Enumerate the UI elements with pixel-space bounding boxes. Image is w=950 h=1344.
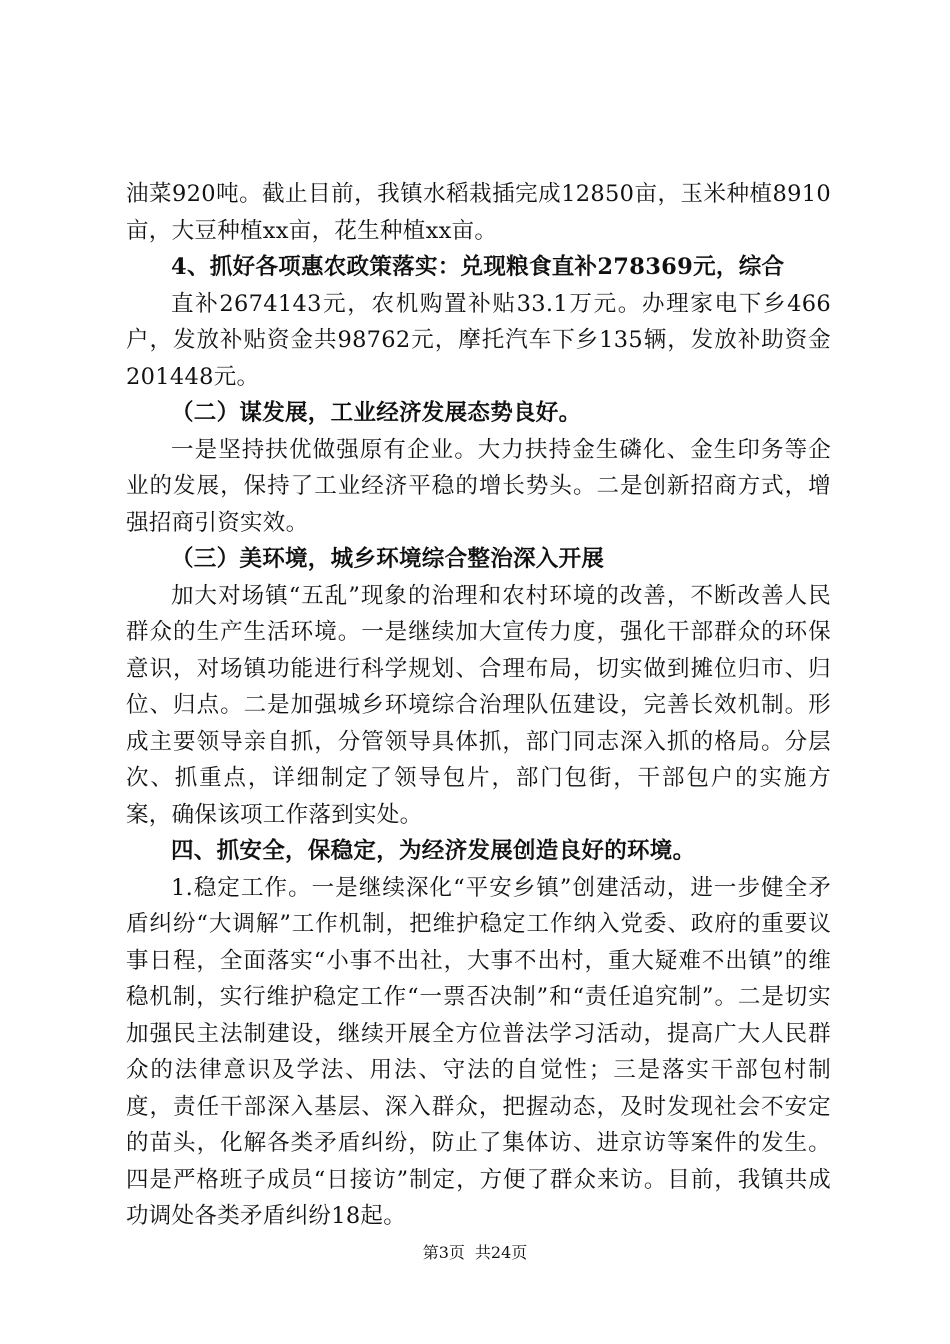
paragraph-industry: 一是坚持扶优做强原有企业。大力扶持金生磷化、金生印务等企业的发展，保持了工业经济平稳的增长势头。二是创新招商方式，增强招商引资实效。 [126, 436, 831, 536]
paragraph-environment: 加大对场镇“五乱”现象的治理和农村环境的改善，不断改善人民群众的生产生活环境。一是继续加大宣传力度，强化干部群众的环保意识，对场镇功能进行科学规划、合理布局，切实做到摊位归市、归位、归点。二是加强城乡环境综合治理队伍建设，完善长效机制。形成主要领导亲自抓，分管领导具体抓，部门同志深入抓的格局。分层次、抓重点，详细制定了领导包片，部门包街，干部包户的实施方案，确保该项工作落到实处。 [126, 582, 831, 828]
page-footer [0, 1243, 950, 1263]
document-body [126, 176, 831, 1235]
paragraph-stability: 1.稳定工作。一是继续深化“平安乡镇”创建活动，进一步健全矛盾纠纷“大调解”工作机制，把维护稳定工作纳入党委、政府的重要议事日程，全面落实“小事不出社，大事不出村，重大疑难不出镇”的维稳机制，实行维护稳定工作“一票否决制”和“责任追究制”。二是切实加强民主法制建设，继续开展全方位普法学习活动，提高广大人民群众的法律意识及学法、用法、守法的自觉性；三是落实干部包村制度，责任干部深入基层、深入群众，把握动态，及时发现社会不安定的苗头，化解各类矛盾纠纷，防止了集体访、进京访等案件的发生。四是严格班子成员“日接访”制定，方便了群众来访。目前，我镇共成功调处各类矛盾纠纷18起。 [126, 874, 831, 1229]
section-heading-safety: 四、抓安全，保稳定，为经济发展创造良好的环境。 [171, 838, 696, 864]
section-heading-industry: （二）谋发展，工业经济发展态势良好。 [171, 400, 582, 426]
paragraph-subsidy-details: 直补2674143元，农机购置补贴33.1万元。办理家电下乡466户，发放补贴资金共98762元，摩托汽车下乡135辆，发放补助资金201448元。 [126, 290, 831, 390]
paragraph-crop-output: 油菜920吨。截止目前，我镇水稻栽插完成12850亩，玉米种植8910亩，大豆种植xx亩，花生种植xx亩。 [126, 181, 831, 244]
paragraph-subsidy-heading: 4、抓好各项惠农政策落实：兑现粮食直补278369元，综合 [171, 254, 785, 280]
section-heading-environment: （三）美环境，城乡环境综合整治深入开展 [171, 546, 605, 572]
page-total: 共24页 [474, 1243, 528, 1262]
page-number: 第3页 [422, 1243, 465, 1262]
